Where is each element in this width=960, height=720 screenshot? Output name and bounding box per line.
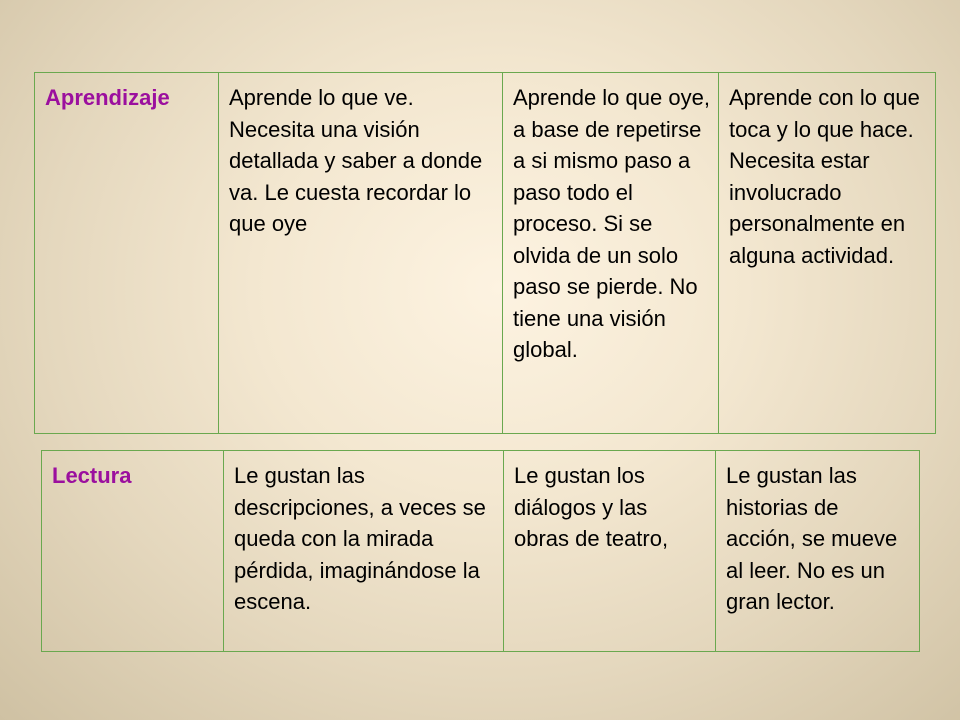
cell-visual: Le gustan las descripciones, a veces se queda con la mirada pérdida, imaginándose la escena. (224, 451, 504, 652)
aprendizaje-table (34, 72, 936, 434)
cell-kinestesico: Le gustan las historias de acción, se mueve al leer. No es un gran lector. (716, 451, 920, 652)
cell-visual: Aprende lo que ve. Necesita una visión detallada y saber a donde va. Le cuesta recordar lo que oye (219, 73, 503, 434)
table-row (42, 451, 920, 652)
row-header-aprendizaje: Aprendizaje (35, 73, 219, 434)
cell-auditivo: Aprende lo que oye, a base de repetirse a si mismo paso a paso todo el proceso. Si se olvida de un solo paso se pierde. No tiene una visión global. (503, 73, 719, 434)
cell-kinestesico: Aprende con lo que toca y lo que hace. Necesita estar involucrado personalmente en alguna actividad. (719, 73, 936, 434)
lectura-table (41, 450, 920, 652)
row-header-lectura: Lectura (42, 451, 224, 652)
table-row (35, 73, 936, 434)
cell-auditivo: Le gustan los diálogos y las obras de teatro, (504, 451, 716, 652)
